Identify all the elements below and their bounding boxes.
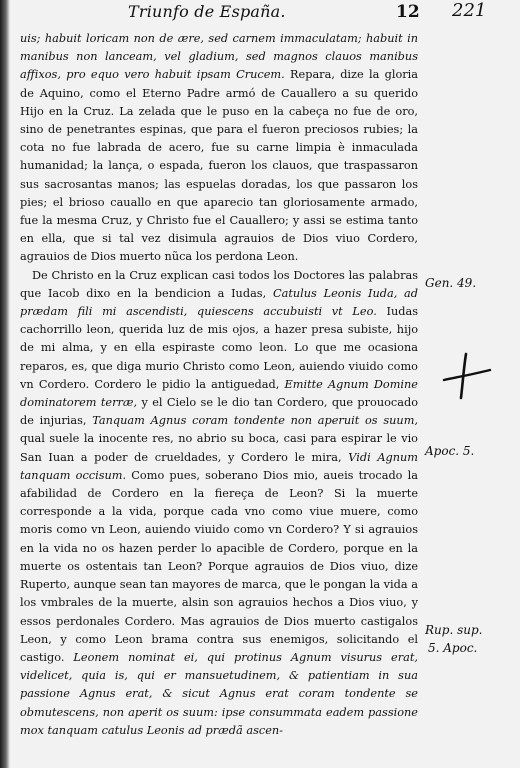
paragraph-text: Repara, dize la gloria de Aquino, como el Eterno Padre armó de Cauallero a su querido Hijo en la Cruz. La zelada que le puso en la cabeça no fue de oro, sino de penetrantes espinas, que para el fueron preciosos rubies; la cota no fue labrada de acero, fue su carne limpia è inmaculada humanidad; la lança, o espada, fueron los clauos, que traspassaron sus sacrosantas manos; las espuelas doradas, los que passaron los pies; el brioso cauallo en que aparecio tan gloriosamente armado, fue la mesma Cruz, y Christo fue el Cauallero; y assi se estima tanto en ella, que si tal vez disimula agrauios de Dios viuo Cordero, agrauios de Dios muerto nũca los perdona Leon. — [20, 68, 418, 264]
latin-quote: Catulus Leonis Iuda, ad prædam fili mi ascendisti, quiescens accubuisti vt Leo. — [20, 286, 418, 319]
paragraph-text: De Christo en la Cruz explican casi todos los Doctores las palabras que Iacob dixo en la bendicion a Iudas, — [20, 268, 418, 300]
running-head: Triunfo de España. — [128, 2, 286, 21]
margin-note-genesis: Gen. 49. — [425, 276, 477, 290]
latin-quote: Tanquam Agnus coram tondente non aperuit os suum, — [92, 414, 419, 428]
page-number: 12 — [396, 2, 420, 22]
paragraph-text: Iudas cachorrillo leon, querida luz de mis ojos, a hazer presa subiste, hijo de mi alma, y en ella espiraste como leon. Lo que me ocasiona reparos, es, que diga murio Christo como Leon, auiendo viuido como vn Cordero. Cordero le pidio la antiguedad, — [20, 305, 418, 391]
margin-note-apocalypse: Apoc. 5. — [425, 444, 475, 458]
paragraph-text: Como pues, soberano Dios mio, aueis trocado la afabilidad de Cordero en la fiereça de Leon? Si la muerte corresponde a la vida, porque cada vno como viue muere, como moris como vn Leon, auiendo viuido como vn Cordero? Y si agrauios en la vida no os hazen perder lo apacible de Cordero, porque en la muerte os ostentais tan Leon? Porque agrauios de Dios viuo, dize Ruperto, aunque sean tan mayores de marca, que le pongan la vida a los vmbrales de la muerte, alsin son agrauios hechos a Dios viuo, y essos perdonales Cordero. Mas agrauios de Dios muerto castigalos Leon, y como Leon brama contra sus enemigos, solicitando el castigo. — [20, 468, 418, 664]
folio-number: 221 — [452, 0, 487, 21]
margin-note-rupert-line-1: Rup. sup. — [425, 623, 483, 637]
paragraph-1 — [20, 30, 418, 267]
handwritten-cross-mark — [440, 350, 494, 402]
latin-quote: Vidi Agnum tanquam occisum. — [20, 450, 418, 482]
margin-note-rupert-line-2: 5. Apoc. — [428, 641, 478, 655]
body-text — [20, 30, 418, 740]
paragraph-2 — [20, 267, 418, 740]
paragraph-text: qual suele la inocente res, no abrio su boca, casi para espirar le vio San Iuan a poder de crueldades, y Cordero le mira, — [20, 432, 418, 464]
latin-quote: Leonem nominat ei, qui protinus Agnum visurus erat, videlicet, quia is, qui er mansuetudinem, & patientiam in sua passione Agnus erat, & sicut Agnus erat coram tondente se obmutescens, non aperit os suum: ipse consummata eadem passione mox tanquam catulus Leonis ad prædã ascen- — [20, 650, 418, 737]
latin-quote: Emitte Agnum Domine dominatorem terræ, — [20, 377, 418, 410]
latin-quote: uis; habuit loricam non de ære, sed carnem immaculatam; habuit in manibus non lanceam, vel gladium, sed magnos clauos manibus affixos, pro equo vero habuit ipsam Crucem. — [20, 32, 418, 82]
paragraph-text: y el Cielo se le dio tan Cordero, que prouocado de injurias, — [20, 396, 418, 428]
